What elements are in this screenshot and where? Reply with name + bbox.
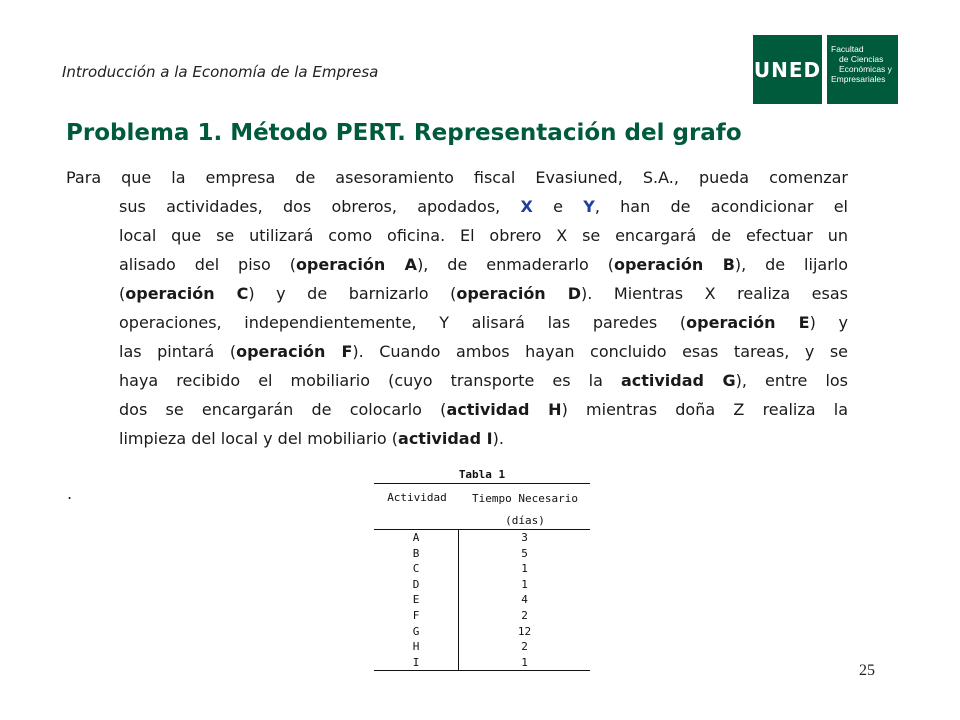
uned-logo-mark: UNED	[753, 35, 822, 104]
text-segment: las pintará (	[119, 342, 237, 361]
paragraph-line	[66, 279, 848, 308]
text-segment: operación B	[613, 255, 735, 274]
problem-statement	[66, 163, 848, 453]
text-segment: ), entre los	[735, 371, 849, 390]
paragraph-line	[66, 337, 848, 366]
text-segment: dos se encargarán de colocarlo (	[119, 400, 447, 419]
activity-cell: H	[374, 639, 459, 655]
table-row	[374, 639, 590, 655]
text-segment: operación E	[686, 313, 810, 332]
table-row	[374, 546, 590, 562]
text-segment: ).	[492, 429, 504, 448]
faculty-line: de Ciencias	[839, 54, 884, 64]
paragraph-line	[66, 163, 848, 192]
time-cell: 12	[517, 624, 532, 638]
paragraph-line	[66, 221, 848, 250]
time-cell: 1	[521, 655, 528, 669]
paragraph-line	[66, 395, 848, 424]
table-row	[374, 608, 590, 624]
text-segment: actividad I	[398, 429, 493, 448]
paragraph-line	[66, 250, 848, 279]
page-number: 25	[859, 662, 875, 679]
text-segment: X	[520, 197, 533, 216]
activity-cell: B	[374, 546, 459, 562]
time-cell: 5	[521, 546, 528, 560]
time-cell: 2	[521, 640, 528, 654]
table-caption: Tabla 1	[374, 467, 590, 484]
faculty-line: Facultad	[831, 44, 864, 54]
paragraph-line	[66, 424, 848, 453]
activity-cell: E	[374, 592, 459, 608]
text-segment: , han de acondicionar el	[594, 197, 849, 216]
text-segment: operación F	[236, 342, 353, 361]
table-row	[374, 561, 590, 577]
text-segment: ), de lijarlo	[734, 255, 848, 274]
activity-cell: A	[374, 530, 459, 546]
time-cell: 1	[521, 577, 528, 591]
table-row	[374, 530, 590, 546]
text-segment: ). Mientras X realiza esas	[581, 284, 849, 303]
table-row	[374, 577, 590, 593]
text-segment: limpieza del local y del mobiliario (	[119, 429, 399, 448]
uned-logo	[753, 35, 898, 104]
text-segment: ) mientras doña Z realiza la	[561, 400, 849, 419]
header-time	[460, 484, 590, 529]
text-segment: local que se utilizará como oficina. El obrero X se encargará de efectuar un	[119, 226, 848, 245]
paragraph-line	[66, 192, 848, 221]
time-cell: 1	[521, 562, 528, 576]
table-row	[374, 592, 590, 608]
activity-table	[374, 467, 590, 671]
slide-title: Problema 1. Método PERT. Representación del grafo	[66, 120, 742, 146]
text-segment: operación C	[125, 284, 249, 303]
text-segment: ) y	[809, 313, 849, 332]
header-time-line2: (días)	[505, 514, 545, 527]
text-segment: actividad H	[446, 400, 562, 419]
time-cell: 3	[521, 531, 528, 544]
text-segment: actividad G	[620, 371, 736, 390]
table-row	[374, 624, 590, 640]
course-title: Introducción a la Economía de la Empresa	[62, 63, 379, 81]
text-segment: operación A	[295, 255, 418, 274]
faculty-line: Empresariales	[831, 74, 886, 84]
text-segment: Y	[583, 197, 595, 216]
text-segment: e	[532, 197, 584, 216]
text-segment: alisado del piso (	[119, 255, 296, 274]
paragraph-line	[66, 366, 848, 395]
header-activity: Actividad	[387, 491, 447, 504]
paragraph-line	[66, 308, 848, 337]
time-cell: 2	[521, 608, 528, 622]
text-segment: ), de enmaderarlo (	[417, 255, 614, 274]
text-segment: haya recibido el mobiliario (cuyo transporte es la	[119, 371, 621, 390]
text-segment: operación D	[456, 284, 582, 303]
activity-cell: I	[374, 655, 459, 671]
text-segment: operaciones, independientemente, Y alisará las paredes (	[119, 313, 687, 332]
text-segment: ). Cuando ambos hayan concluido esas tareas, y se	[352, 342, 849, 361]
text-segment: sus actividades, dos obreros, apodados,	[119, 197, 521, 216]
bullet-dot: .	[67, 484, 73, 503]
faculty-line: Económicas y	[839, 64, 892, 74]
activity-cell: D	[374, 577, 459, 593]
activity-cell: C	[374, 561, 459, 577]
header-time-line1: Tiempo Necesario	[472, 492, 578, 505]
table-header	[374, 484, 590, 530]
activity-cell: F	[374, 608, 459, 624]
table-row	[374, 655, 590, 671]
table-body	[374, 530, 590, 671]
faculty-label	[827, 35, 898, 104]
text-segment: ) y de barnizarlo (	[248, 284, 457, 303]
activity-cell: G	[374, 624, 459, 640]
text-segment: (	[119, 284, 126, 303]
time-cell: 4	[521, 593, 528, 607]
text-segment: Para que la empresa de asesoramiento fiscal Evasiuned, S.A., pueda comenzar	[66, 168, 848, 187]
